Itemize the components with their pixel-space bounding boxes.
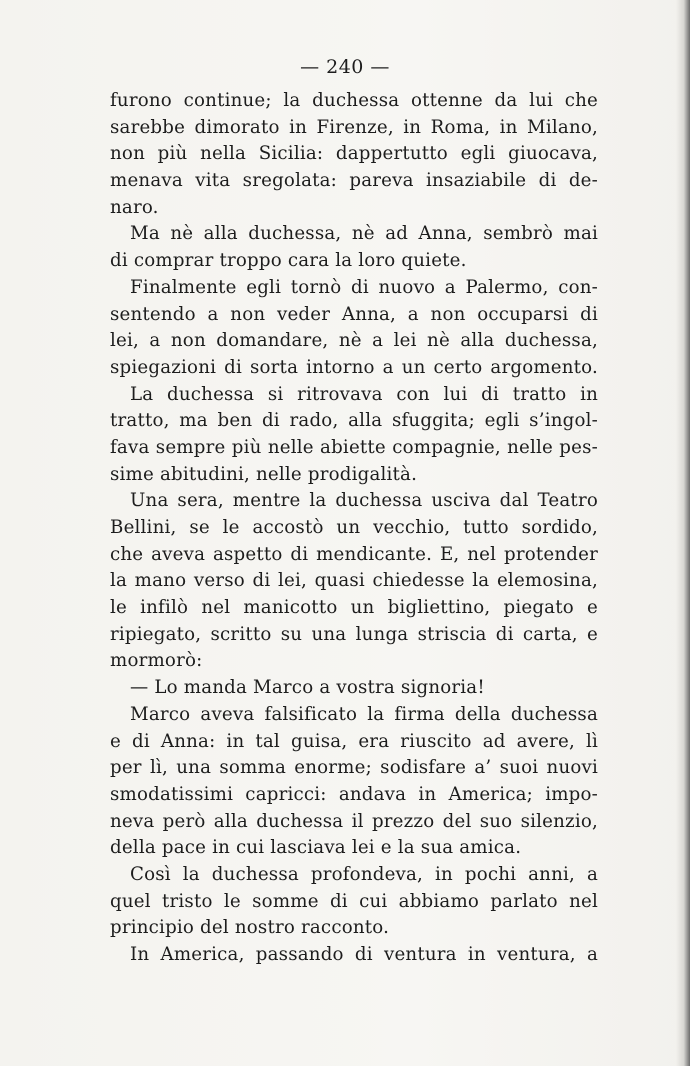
- page-edge-shadow: [676, 0, 690, 1066]
- text-body: [110, 88, 598, 969]
- text-line: menava vita sregolata: pareva insaziabile di de-: [110, 170, 598, 192]
- text-line: tratto, ma ben di rado, alla sfuggita; egli s’ingol-: [110, 410, 598, 432]
- text-line: La duchessa si ritrovava con lui di tratto in: [130, 383, 598, 405]
- text-line: della pace in cui lasciava lei e la sua amica.: [110, 837, 522, 859]
- text-line: quel tristo le somme di cui abbiamo parlato nel: [110, 890, 598, 912]
- text-line: di comprar troppo cara la loro quiete.: [110, 250, 467, 272]
- text-line: neva però alla duchessa il prezzo del suo silenzio,: [110, 810, 598, 832]
- text-line: fava sempre più nelle abiette compagnie, nelle pes-: [110, 436, 598, 458]
- text-line: non più nella Sicilia: dappertutto egli giuocava,: [110, 143, 598, 165]
- text-line: lei, a non domandare, nè a lei nè alla duchessa,: [110, 330, 598, 352]
- text-line: ripiegato, scritto su una lunga striscia di carta, e: [110, 623, 598, 645]
- text-line: Finalmente egli tornò di nuovo a Palermo, con-: [130, 276, 598, 298]
- text-line: Marco aveva falsificato la firma della duchessa: [130, 703, 598, 725]
- text-line: naro.: [110, 196, 159, 218]
- text-line: sime abitudini, nelle prodigalità.: [110, 463, 418, 485]
- text-line: Ma nè alla duchessa, nè ad Anna, sembrò mai: [130, 223, 598, 245]
- text-line: mormorò:: [110, 650, 203, 672]
- text-line: sarebbe dimorato in Firenze, in Roma, in Milano,: [110, 116, 598, 138]
- text-line: spiegazioni di sorta intorno a un certo argomento.: [110, 356, 598, 378]
- text-line: che aveva aspetto di mendicante. E, nel protender: [110, 543, 598, 565]
- text-line: la mano verso di lei, quasi chiedesse la elemosina,: [110, 570, 598, 592]
- text-line: e di Anna: in tal guisa, era riuscito ad avere, lì: [110, 730, 598, 752]
- page-number: — 240 —: [300, 56, 390, 78]
- text-line: Una sera, mentre la duchessa usciva dal Teatro: [130, 490, 598, 512]
- text-line: le infilò nel manicotto un bigliettino, piegato e: [110, 597, 598, 619]
- text-line: In America, passando di ventura in ventura, a: [130, 944, 598, 965]
- text-line: smodatissimi capricci: andava in America; impo-: [110, 783, 598, 805]
- text-line: furono continue; la duchessa ottenne da lui che: [110, 90, 598, 111]
- text-line: — Lo manda Marco a vostra signoria!: [130, 677, 485, 699]
- text-line: principio del nostro racconto.: [110, 917, 390, 939]
- text-line: Bellini, se le accostò un vecchio, tutto sordido,: [110, 517, 598, 538]
- text-line: Così la duchessa profondeva, in pochi anni, a: [130, 863, 598, 885]
- text-line: per lì, una somma enorme; sodisfare a’ suoi nuovi: [110, 757, 598, 779]
- text-line: sentendo a non veder Anna, a non occuparsi di: [110, 303, 598, 325]
